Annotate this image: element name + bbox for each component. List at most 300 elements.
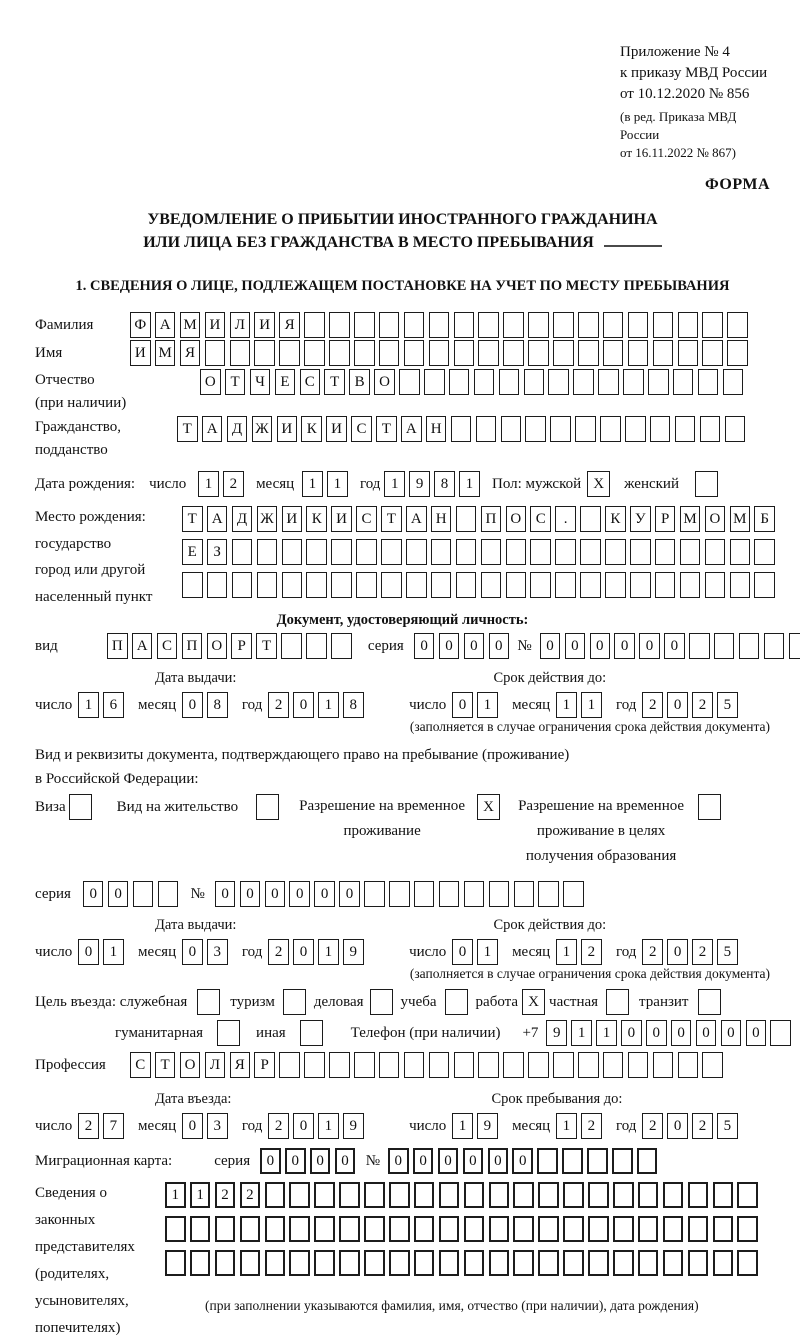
form-cell[interactable] (628, 312, 649, 338)
form-cell[interactable] (713, 1182, 734, 1208)
form-cell[interactable]: 0 (293, 1113, 314, 1139)
form-cell[interactable] (789, 633, 800, 659)
form-cell[interactable]: 2 (223, 471, 244, 497)
form-cell[interactable] (648, 369, 669, 395)
form-cell[interactable] (424, 369, 445, 395)
form-cell[interactable]: 2 (268, 1113, 289, 1139)
form-cell[interactable] (550, 416, 571, 442)
form-cell[interactable] (254, 340, 275, 366)
form-cell[interactable] (429, 1052, 450, 1078)
form-cell[interactable]: Д (232, 506, 253, 532)
purpose-business-checkbox[interactable] (370, 989, 393, 1015)
form-cell[interactable]: П (107, 633, 128, 659)
form-cell[interactable] (215, 1216, 236, 1242)
form-cell[interactable]: О (506, 506, 527, 532)
form-cell[interactable]: 0 (182, 939, 203, 965)
purpose-official-checkbox[interactable] (197, 989, 220, 1015)
purpose-tourism-checkbox[interactable] (283, 989, 306, 1015)
form-cell[interactable]: Я (279, 312, 300, 338)
form-cell[interactable] (257, 572, 278, 598)
form-cell[interactable] (737, 1216, 758, 1242)
form-cell[interactable]: 1 (581, 692, 602, 718)
form-cell[interactable]: М (180, 312, 201, 338)
form-cell[interactable]: О (200, 369, 221, 395)
form-cell[interactable]: 2 (215, 1182, 236, 1208)
form-cell[interactable] (404, 312, 425, 338)
form-cell[interactable] (306, 572, 327, 598)
form-cell[interactable] (464, 1216, 485, 1242)
form-cell[interactable]: П (182, 633, 203, 659)
form-cell[interactable] (553, 1052, 574, 1078)
form-cell[interactable] (379, 340, 400, 366)
form-cell[interactable] (499, 369, 520, 395)
form-cell[interactable] (431, 572, 452, 598)
form-cell[interactable] (623, 369, 644, 395)
form-cell[interactable]: Н (426, 416, 447, 442)
form-cell[interactable]: 9 (343, 939, 364, 965)
form-cell[interactable] (663, 1250, 684, 1276)
form-cell[interactable]: И (282, 506, 303, 532)
purpose-study-checkbox[interactable] (445, 989, 468, 1015)
form-cell[interactable]: 1 (318, 692, 339, 718)
form-cell[interactable]: И (331, 506, 352, 532)
form-cell[interactable]: 0 (339, 881, 360, 907)
form-cell[interactable] (501, 416, 522, 442)
form-cell[interactable]: О (374, 369, 395, 395)
form-cell[interactable] (580, 572, 601, 598)
form-cell[interactable] (356, 572, 377, 598)
form-cell[interactable]: З (207, 539, 228, 565)
form-cell[interactable] (404, 340, 425, 366)
sex-male-checkbox[interactable]: X (587, 471, 610, 497)
form-cell[interactable] (456, 572, 477, 598)
form-cell[interactable] (638, 1250, 659, 1276)
purpose-transit-checkbox[interactable] (698, 989, 721, 1015)
form-cell[interactable]: У (630, 506, 651, 532)
form-cell[interactable] (364, 1182, 385, 1208)
form-cell[interactable]: 0 (664, 633, 685, 659)
form-cell[interactable]: А (401, 416, 422, 442)
form-cell[interactable]: 2 (581, 1113, 602, 1139)
form-cell[interactable] (702, 312, 723, 338)
form-cell[interactable] (553, 312, 574, 338)
form-cell[interactable] (454, 340, 475, 366)
form-cell[interactable]: 0 (240, 881, 261, 907)
form-cell[interactable] (289, 1250, 310, 1276)
form-cell[interactable]: 0 (414, 633, 435, 659)
form-cell[interactable] (414, 1182, 435, 1208)
form-cell[interactable] (406, 539, 427, 565)
form-cell[interactable]: А (207, 506, 228, 532)
form-cell[interactable] (381, 572, 402, 598)
form-cell[interactable] (279, 1052, 300, 1078)
form-cell[interactable]: 3 (207, 1113, 228, 1139)
form-cell[interactable] (514, 881, 535, 907)
form-cell[interactable] (605, 572, 626, 598)
form-cell[interactable]: 0 (540, 633, 561, 659)
form-cell[interactable] (705, 572, 726, 598)
form-cell[interactable] (650, 416, 671, 442)
form-cell[interactable]: 5 (717, 1113, 738, 1139)
form-cell[interactable] (713, 1216, 734, 1242)
form-cell[interactable] (513, 1216, 534, 1242)
form-cell[interactable]: 1 (477, 692, 498, 718)
form-cell[interactable]: Т (155, 1052, 176, 1078)
form-cell[interactable]: 0 (452, 692, 473, 718)
form-cell[interactable]: 1 (477, 939, 498, 965)
form-cell[interactable]: 2 (692, 1113, 713, 1139)
form-cell[interactable]: 0 (439, 633, 460, 659)
form-cell[interactable] (207, 572, 228, 598)
form-cell[interactable]: 0 (614, 633, 635, 659)
form-cell[interactable] (240, 1250, 261, 1276)
form-cell[interactable]: 1 (459, 471, 480, 497)
form-cell[interactable] (339, 1216, 360, 1242)
form-cell[interactable] (439, 1216, 460, 1242)
form-cell[interactable]: 0 (293, 692, 314, 718)
purpose-private-checkbox[interactable] (606, 989, 629, 1015)
form-cell[interactable] (530, 539, 551, 565)
form-cell[interactable] (538, 1216, 559, 1242)
form-cell[interactable] (637, 1148, 658, 1174)
form-cell[interactable]: Ч (250, 369, 271, 395)
form-cell[interactable] (673, 369, 694, 395)
form-cell[interactable] (506, 539, 527, 565)
form-cell[interactable]: 2 (692, 692, 713, 718)
form-cell[interactable] (314, 1250, 335, 1276)
form-cell[interactable] (329, 340, 350, 366)
form-cell[interactable]: 0 (488, 1148, 509, 1174)
temp-permit-checkbox[interactable]: X (477, 794, 500, 820)
form-cell[interactable]: 2 (268, 939, 289, 965)
form-cell[interactable] (653, 340, 674, 366)
form-cell[interactable] (588, 1216, 609, 1242)
form-cell[interactable]: 1 (556, 939, 577, 965)
form-cell[interactable]: С (157, 633, 178, 659)
form-cell[interactable] (730, 572, 751, 598)
form-cell[interactable] (613, 1182, 634, 1208)
form-cell[interactable] (700, 416, 721, 442)
form-cell[interactable] (190, 1216, 211, 1242)
form-cell[interactable] (578, 312, 599, 338)
form-cell[interactable] (525, 416, 546, 442)
form-cell[interactable]: Ж (257, 506, 278, 532)
form-cell[interactable] (524, 369, 545, 395)
form-cell[interactable]: О (207, 633, 228, 659)
form-cell[interactable] (678, 312, 699, 338)
form-cell[interactable]: Д (227, 416, 248, 442)
form-cell[interactable] (537, 1148, 558, 1174)
form-cell[interactable]: 0 (639, 633, 660, 659)
form-cell[interactable]: 0 (83, 881, 104, 907)
form-cell[interactable] (406, 572, 427, 598)
form-cell[interactable]: 9 (546, 1020, 567, 1046)
form-cell[interactable] (578, 340, 599, 366)
form-cell[interactable]: 0 (293, 939, 314, 965)
form-cell[interactable] (725, 416, 746, 442)
form-cell[interactable]: 0 (671, 1020, 692, 1046)
form-cell[interactable]: Т (256, 633, 277, 659)
form-cell[interactable] (678, 1052, 699, 1078)
form-cell[interactable] (215, 1250, 236, 1276)
form-cell[interactable] (530, 572, 551, 598)
form-cell[interactable] (580, 506, 601, 532)
form-cell[interactable] (688, 1216, 709, 1242)
form-cell[interactable] (331, 572, 352, 598)
form-cell[interactable]: 3 (207, 939, 228, 965)
form-cell[interactable]: 1 (190, 1182, 211, 1208)
form-cell[interactable] (770, 1020, 791, 1046)
form-cell[interactable] (575, 416, 596, 442)
form-cell[interactable] (165, 1250, 186, 1276)
form-cell[interactable]: 1 (571, 1020, 592, 1046)
purpose-other-checkbox[interactable] (300, 1020, 323, 1046)
form-cell[interactable] (714, 633, 735, 659)
form-cell[interactable] (663, 1182, 684, 1208)
form-cell[interactable]: Е (182, 539, 203, 565)
form-cell[interactable] (675, 416, 696, 442)
form-cell[interactable] (613, 1216, 634, 1242)
form-cell[interactable]: 0 (260, 1148, 281, 1174)
form-cell[interactable] (439, 1182, 460, 1208)
form-cell[interactable] (389, 1182, 410, 1208)
form-cell[interactable]: 2 (642, 939, 663, 965)
form-cell[interactable]: Р (655, 506, 676, 532)
form-cell[interactable] (165, 1216, 186, 1242)
form-cell[interactable] (329, 1052, 350, 1078)
form-cell[interactable] (304, 1052, 325, 1078)
form-cell[interactable]: Т (324, 369, 345, 395)
form-cell[interactable] (513, 1250, 534, 1276)
form-cell[interactable]: 8 (434, 471, 455, 497)
form-cell[interactable]: 2 (692, 939, 713, 965)
form-cell[interactable] (414, 1216, 435, 1242)
form-cell[interactable]: Б (754, 506, 775, 532)
form-cell[interactable] (414, 881, 435, 907)
form-cell[interactable] (314, 1182, 335, 1208)
form-cell[interactable] (489, 1250, 510, 1276)
form-cell[interactable] (702, 1052, 723, 1078)
form-cell[interactable] (548, 369, 569, 395)
form-cell[interactable]: 0 (721, 1020, 742, 1046)
form-cell[interactable] (605, 539, 626, 565)
form-cell[interactable] (625, 416, 646, 442)
form-cell[interactable] (232, 572, 253, 598)
form-cell[interactable] (449, 369, 470, 395)
form-cell[interactable] (489, 1216, 510, 1242)
form-cell[interactable] (689, 633, 710, 659)
form-cell[interactable]: 6 (103, 692, 124, 718)
form-cell[interactable] (265, 1250, 286, 1276)
form-cell[interactable] (478, 312, 499, 338)
form-cell[interactable] (281, 633, 302, 659)
form-cell[interactable] (538, 1250, 559, 1276)
form-cell[interactable] (429, 312, 450, 338)
form-cell[interactable]: А (406, 506, 427, 532)
form-cell[interactable]: К (306, 506, 327, 532)
form-cell[interactable]: М (680, 506, 701, 532)
form-cell[interactable] (476, 416, 497, 442)
form-cell[interactable] (727, 340, 748, 366)
form-cell[interactable] (737, 1250, 758, 1276)
form-cell[interactable] (478, 1052, 499, 1078)
form-cell[interactable] (578, 1052, 599, 1078)
form-cell[interactable] (698, 369, 719, 395)
form-cell[interactable] (764, 633, 785, 659)
form-cell[interactable] (182, 572, 203, 598)
form-cell[interactable]: Е (275, 369, 296, 395)
form-cell[interactable] (730, 539, 751, 565)
form-cell[interactable]: 1 (596, 1020, 617, 1046)
form-cell[interactable]: А (202, 416, 223, 442)
form-cell[interactable] (339, 1250, 360, 1276)
form-cell[interactable]: 0 (78, 939, 99, 965)
form-cell[interactable] (205, 340, 226, 366)
form-cell[interactable] (356, 539, 377, 565)
form-cell[interactable]: А (132, 633, 153, 659)
form-cell[interactable]: Р (231, 633, 252, 659)
form-cell[interactable] (389, 1216, 410, 1242)
form-cell[interactable] (339, 1182, 360, 1208)
form-cell[interactable] (754, 572, 775, 598)
form-cell[interactable] (680, 539, 701, 565)
form-cell[interactable] (737, 1182, 758, 1208)
form-cell[interactable] (439, 881, 460, 907)
form-cell[interactable] (399, 369, 420, 395)
form-cell[interactable] (603, 312, 624, 338)
form-cell[interactable]: 0 (565, 633, 586, 659)
form-cell[interactable]: 0 (621, 1020, 642, 1046)
form-cell[interactable] (354, 312, 375, 338)
form-cell[interactable]: 8 (207, 692, 228, 718)
form-cell[interactable]: С (356, 506, 377, 532)
form-cell[interactable] (503, 312, 524, 338)
form-cell[interactable]: 0 (310, 1148, 331, 1174)
form-cell[interactable] (289, 1216, 310, 1242)
form-cell[interactable]: 0 (335, 1148, 356, 1174)
form-cell[interactable] (404, 1052, 425, 1078)
form-cell[interactable]: С (351, 416, 372, 442)
form-cell[interactable]: 1 (556, 1113, 577, 1139)
form-cell[interactable]: 0 (265, 881, 286, 907)
form-cell[interactable] (603, 1052, 624, 1078)
form-cell[interactable] (628, 340, 649, 366)
form-cell[interactable]: 0 (182, 692, 203, 718)
form-cell[interactable]: 0 (413, 1148, 434, 1174)
form-cell[interactable] (489, 881, 510, 907)
form-cell[interactable]: Т (225, 369, 246, 395)
form-cell[interactable] (331, 539, 352, 565)
form-cell[interactable] (489, 1182, 510, 1208)
form-cell[interactable]: М (730, 506, 751, 532)
form-cell[interactable] (379, 312, 400, 338)
form-cell[interactable]: 1 (302, 471, 323, 497)
form-cell[interactable]: В (349, 369, 370, 395)
form-cell[interactable] (230, 340, 251, 366)
form-cell[interactable] (553, 340, 574, 366)
form-cell[interactable] (439, 1250, 460, 1276)
form-cell[interactable] (705, 539, 726, 565)
form-cell[interactable] (513, 1182, 534, 1208)
form-cell[interactable] (573, 369, 594, 395)
form-cell[interactable] (454, 312, 475, 338)
form-cell[interactable]: 1 (556, 692, 577, 718)
form-cell[interactable]: Т (376, 416, 397, 442)
form-cell[interactable] (630, 572, 651, 598)
form-cell[interactable] (563, 1216, 584, 1242)
form-cell[interactable] (538, 1182, 559, 1208)
form-cell[interactable] (379, 1052, 400, 1078)
form-cell[interactable]: Л (205, 1052, 226, 1078)
form-cell[interactable] (257, 539, 278, 565)
form-cell[interactable] (314, 1216, 335, 1242)
form-cell[interactable] (456, 539, 477, 565)
form-cell[interactable]: 0 (696, 1020, 717, 1046)
form-cell[interactable] (663, 1216, 684, 1242)
form-cell[interactable]: К (301, 416, 322, 442)
form-cell[interactable] (464, 881, 485, 907)
form-cell[interactable]: И (326, 416, 347, 442)
form-cell[interactable] (653, 312, 674, 338)
form-cell[interactable]: 0 (182, 1113, 203, 1139)
form-cell[interactable] (282, 572, 303, 598)
form-cell[interactable] (381, 539, 402, 565)
form-cell[interactable]: 1 (327, 471, 348, 497)
form-cell[interactable] (306, 633, 327, 659)
form-cell[interactable] (304, 312, 325, 338)
form-cell[interactable] (538, 881, 559, 907)
form-cell[interactable] (503, 1052, 524, 1078)
form-cell[interactable] (655, 539, 676, 565)
form-cell[interactable] (580, 539, 601, 565)
form-cell[interactable] (600, 416, 621, 442)
form-cell[interactable]: 0 (215, 881, 236, 907)
form-cell[interactable]: 0 (452, 939, 473, 965)
form-cell[interactable] (678, 340, 699, 366)
form-cell[interactable]: 2 (581, 939, 602, 965)
form-cell[interactable]: 0 (289, 881, 310, 907)
form-cell[interactable] (598, 369, 619, 395)
form-cell[interactable] (451, 416, 472, 442)
form-cell[interactable] (265, 1182, 286, 1208)
form-cell[interactable]: 0 (667, 1113, 688, 1139)
form-cell[interactable]: 2 (240, 1182, 261, 1208)
form-cell[interactable]: О (705, 506, 726, 532)
form-cell[interactable] (389, 1250, 410, 1276)
form-cell[interactable]: 0 (314, 881, 335, 907)
form-cell[interactable]: 1 (165, 1182, 186, 1208)
purpose-humanitarian-checkbox[interactable] (217, 1020, 240, 1046)
form-cell[interactable]: 1 (452, 1113, 473, 1139)
form-cell[interactable] (431, 539, 452, 565)
form-cell[interactable] (702, 340, 723, 366)
form-cell[interactable]: 9 (409, 471, 430, 497)
form-cell[interactable]: М (155, 340, 176, 366)
form-cell[interactable]: С (530, 506, 551, 532)
form-cell[interactable]: Т (182, 506, 203, 532)
form-cell[interactable] (464, 1250, 485, 1276)
temp-permit-edu-checkbox[interactable] (698, 794, 721, 820)
form-cell[interactable]: И (277, 416, 298, 442)
form-cell[interactable]: 9 (343, 1113, 364, 1139)
form-cell[interactable] (680, 572, 701, 598)
form-cell[interactable] (282, 539, 303, 565)
form-cell[interactable]: 2 (642, 1113, 663, 1139)
form-cell[interactable]: Т (381, 506, 402, 532)
form-cell[interactable] (528, 1052, 549, 1078)
form-cell[interactable] (563, 881, 584, 907)
form-cell[interactable] (478, 340, 499, 366)
